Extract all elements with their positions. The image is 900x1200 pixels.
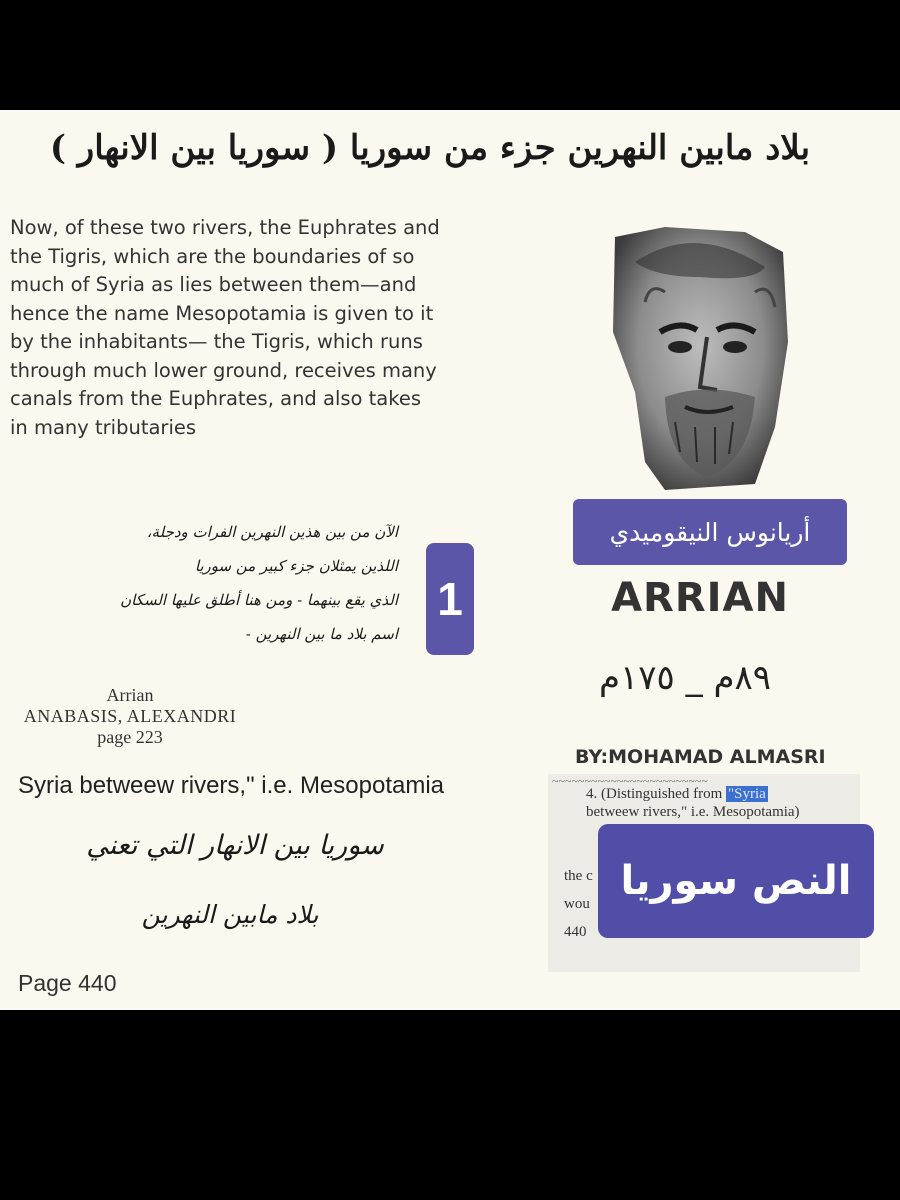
- page-number-label: Page 440: [18, 970, 117, 996]
- number-badge: 1: [426, 543, 474, 655]
- arabic-translation-line: الآن من بين هذين النهرين الفرات ودجلة،: [146, 523, 398, 541]
- arabic-handwritten-line-1: سوريا بين الانهار التي تعني: [86, 830, 384, 861]
- scan-fragment: the c: [564, 868, 593, 884]
- arabic-translation-line: اسم بلاد ما بين النهرين -: [245, 625, 398, 643]
- arabic-name-badge: أريانوس النيقوميدي: [573, 499, 847, 565]
- citation-page: page 223: [97, 727, 163, 747]
- content-panel: [0, 110, 900, 1010]
- arabic-handwritten-line-2: بلاد مابين النهرين: [141, 900, 319, 929]
- page-title: بلاد مابين النهرين جزء من سوريا ( سوريا بين الانهار ): [49, 128, 811, 168]
- syria-between-rivers-text: Syria betweew rivers," i.e. Mesopotamia: [18, 772, 445, 799]
- scan-line-1: 4. (Distinguished from "Syria: [586, 786, 766, 802]
- scan-line-2: betweew rivers," i.e. Mesopotamia): [586, 804, 800, 820]
- life-dates: ٨٩م _ ١٧٥م: [598, 658, 772, 698]
- scan-page-number: 440: [564, 924, 587, 940]
- scan-fragment: wou: [564, 896, 590, 912]
- arrian-heading: ARRIAN: [611, 575, 789, 621]
- citation-work: ANABASIS, ALEXANDRI: [23, 706, 237, 726]
- arabic-translation: [8, 515, 398, 651]
- english-quote: Now, of these two rivers, the Euphrates and the Tigris, which are the boundaries of so much of Syria as lies between them—and hence the name Mesopotamia is given to it by the inhabitants— the Tigris, which runs through much lower ground, receives many canals from the Euphrates, and also takes in many tributaries: [10, 216, 440, 439]
- text-label-badge: النص سوريا: [598, 824, 874, 938]
- scanned-text-excerpt: ~~~~~~~~~~~~~~~~~~~~~~~~ 4. (Distinguished from "Syria betweew rivers," i.e. Mesopotamia) the c wou 440: [548, 774, 860, 972]
- arrian-portrait-image: [605, 222, 790, 492]
- author-byline: BY:MOHAMAD ALMASRI: [575, 746, 826, 768]
- arabic-translation-line: الذي يقع بينهما - ومن هنا أطلق عليها السكان: [120, 591, 398, 609]
- scan-highlight: "Syria: [728, 786, 766, 802]
- citation: [10, 685, 250, 748]
- arabic-translation-line: اللذين يمثلان جزء كبير من سوريا: [194, 557, 398, 575]
- citation-author: Arrian: [106, 685, 154, 705]
